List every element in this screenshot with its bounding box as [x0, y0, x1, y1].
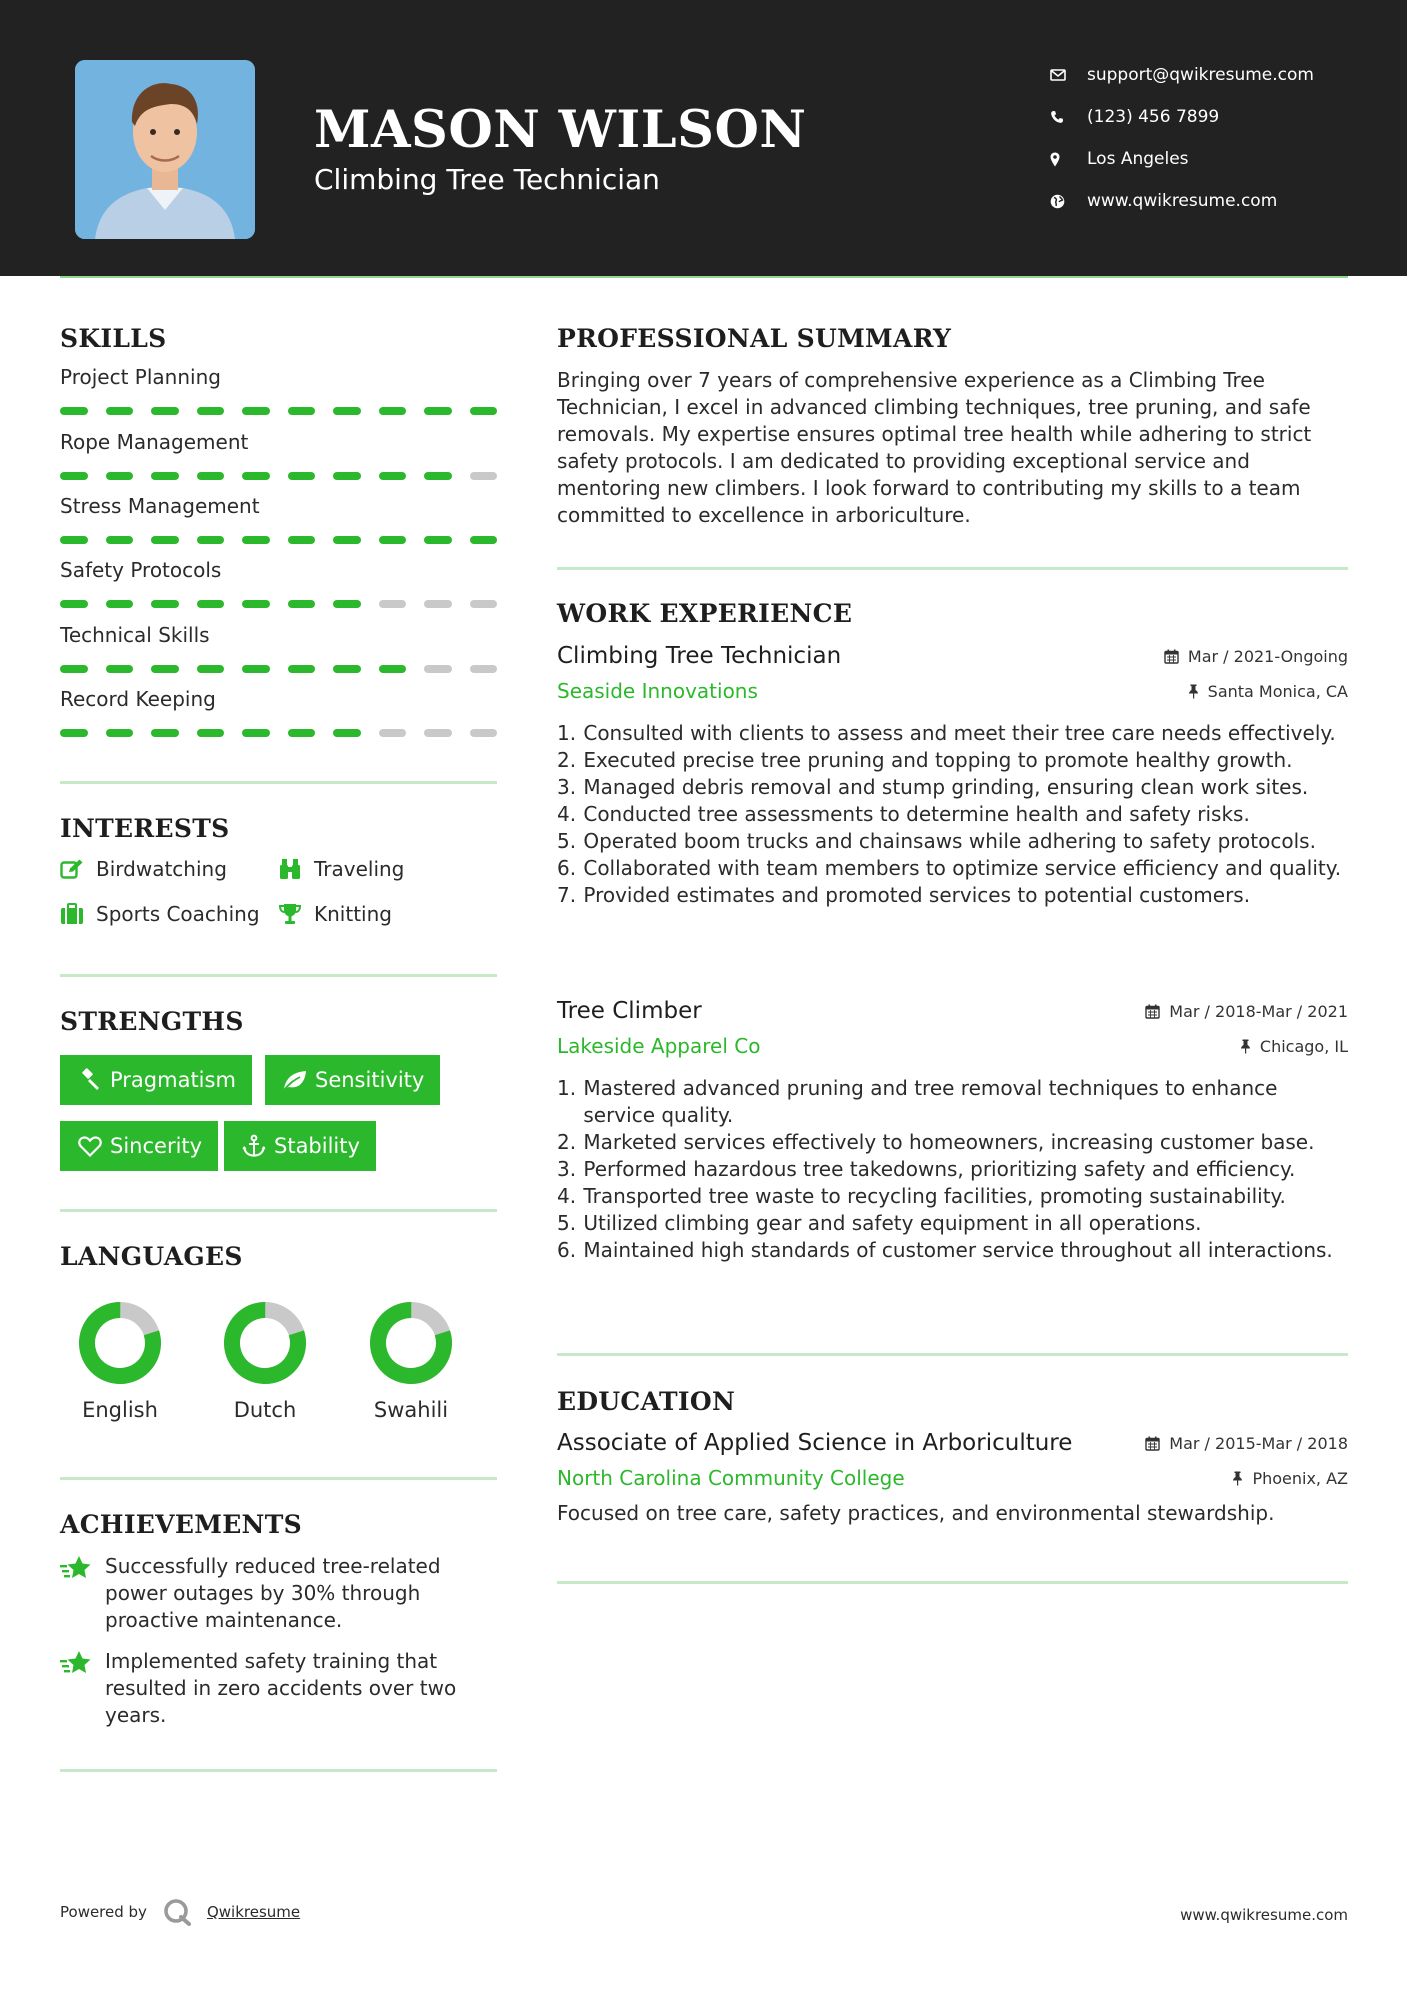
job-location [1188, 682, 1348, 701]
skill-item [60, 365, 497, 415]
section-divider [557, 1353, 1348, 1356]
footer-website[interactable]: www.qwikresume.com [1180, 1906, 1348, 1924]
skill-level-dash-empty [470, 665, 498, 673]
skill-level-dash-empty [424, 665, 452, 673]
language-ring-fill [78, 1301, 161, 1384]
skill-level-dash-filled [197, 407, 225, 415]
section-divider [60, 781, 497, 784]
skill-level-dash-filled [288, 729, 316, 737]
responsibility-text: Executed precise tree pruning and topping to promote healthy growth. [583, 748, 1293, 772]
contact-list [1050, 54, 1370, 222]
education-location [1232, 1469, 1348, 1488]
qwikresume-logo-icon [163, 1898, 193, 1926]
language-name: Swahili [373, 1398, 449, 1422]
contact-website-text: www.qwikresume.com [1087, 191, 1278, 211]
responsibility-text: Mastered advanced pruning and tree removal techniques to enhance service quality. [583, 1076, 1278, 1127]
job-role: Tree Climber [557, 998, 702, 1024]
skill-level-dash-empty [424, 729, 452, 737]
skill-level-dash-filled [424, 407, 452, 415]
job-location [1240, 1037, 1348, 1056]
responsibility-text: Marketed services effectively to homeowners, increasing customer base. [583, 1130, 1315, 1154]
skill-level-dash-filled [288, 472, 316, 480]
job-responsibilities [557, 720, 1348, 909]
job-location-text: Chicago, IL [1259, 1036, 1348, 1056]
candidate-name: MASON WILSON [314, 100, 807, 160]
qwikresume-link[interactable]: Qwikresume [206, 1903, 301, 1921]
skill-level-dash-filled [151, 536, 179, 544]
skills-heading: SKILLS [60, 324, 167, 353]
skill-level-dash-filled [333, 600, 361, 608]
skill-level-dash-filled [288, 407, 316, 415]
responsibility-text: Managed debris removal and stump grinding, ensuring clean work sites. [583, 775, 1309, 799]
calendar-icon [1145, 1004, 1160, 1019]
section-divider [60, 1209, 497, 1212]
skill-level-meter [60, 729, 497, 737]
achievement-text: Implemented safety training that resulted in zero accidents over two years. [105, 1649, 457, 1727]
skill-level-dash-empty [470, 729, 498, 737]
work-experience-heading: WORK EXPERIENCE [557, 599, 853, 628]
skill-level-dash-filled [379, 665, 407, 673]
contact-location-text: Los Angeles [1087, 149, 1189, 169]
skill-level-dash-filled [470, 536, 498, 544]
skill-name: Technical Skills [60, 623, 210, 647]
star-award-icon [60, 1648, 105, 1729]
achievement-item [60, 1648, 497, 1729]
skill-level-dash-filled [151, 729, 179, 737]
skill-level-dash-filled [333, 407, 361, 415]
briefcase-icon [60, 903, 96, 925]
list-number: 7. [557, 883, 577, 907]
skill-level-dash-filled [60, 665, 88, 673]
achievement-text: Successfully reduced tree-related power outages by 30% through proactive maintenance. [105, 1554, 441, 1632]
skill-level-dash-filled [333, 729, 361, 737]
skill-level-dash-filled [288, 665, 316, 673]
responsibility-item [557, 855, 1348, 882]
contact-location [1050, 138, 1370, 180]
skill-level-dash-filled [60, 729, 88, 737]
responsibility-item [557, 882, 1348, 909]
skill-level-dash-filled [242, 729, 270, 737]
skill-level-dash-empty [379, 600, 407, 608]
education-location-text: Phoenix, AZ [1252, 1468, 1348, 1488]
phone-icon [1050, 110, 1087, 124]
responsibility-item [557, 1210, 1348, 1237]
school-name: North Carolina Community College [557, 1466, 905, 1490]
responsibility-text: Transported tree waste to recycling facilities, promoting sustainability. [583, 1184, 1286, 1208]
skill-level-meter [60, 600, 497, 608]
anchor-icon [236, 1134, 272, 1158]
interest-sports-coaching [60, 902, 260, 926]
language-proficiency-ring [368, 1300, 454, 1386]
strength-badge-stability [224, 1121, 376, 1171]
job-dates-text: Mar / 2018-Mar / 2021 [1169, 1001, 1348, 1021]
responsibility-text: Collaborated with team members to optimize service efficiency and quality. [583, 856, 1342, 880]
list-number: 1. [557, 1076, 577, 1100]
interest-label: Sports Coaching [96, 902, 260, 926]
skill-level-dash-filled [197, 729, 225, 737]
language-proficiency-ring [77, 1300, 163, 1386]
calendar-icon [1164, 649, 1179, 664]
skill-level-dash-filled [151, 472, 179, 480]
strength-label: Sensitivity [315, 1068, 425, 1092]
interest-birdwatching [60, 857, 227, 881]
trophy-icon [278, 902, 314, 926]
skill-level-dash-filled [197, 665, 225, 673]
responsibility-item [557, 1237, 1348, 1264]
responsibility-item [557, 747, 1348, 774]
skill-level-dash-filled [106, 536, 134, 544]
education-heading: EDUCATION [557, 1387, 736, 1416]
resume-header [0, 0, 1407, 276]
star-award-icon [60, 1553, 105, 1634]
skill-level-dash-empty [424, 600, 452, 608]
responsibility-item [557, 1156, 1348, 1183]
responsibility-text: Operated boom trucks and chainsaws while adhering to safety protocols. [583, 829, 1316, 853]
profile-photo [75, 60, 255, 239]
list-number: 2. [557, 1130, 577, 1154]
language-proficiency-ring [222, 1300, 308, 1386]
skill-level-dash-filled [197, 536, 225, 544]
skill-level-dash-empty [470, 472, 498, 480]
interest-label: Birdwatching [96, 857, 227, 881]
skill-name: Safety Protocols [60, 558, 222, 582]
skill-level-dash-filled [470, 407, 498, 415]
strength-label: Sincerity [110, 1134, 203, 1158]
list-number: 5. [557, 1211, 577, 1235]
skill-level-dash-filled [106, 407, 134, 415]
skill-name: Rope Management [60, 430, 249, 454]
summary-heading: PROFESSIONAL SUMMARY [557, 324, 952, 353]
contact-phone-text: (123) 456 7899 [1087, 107, 1220, 127]
skill-level-dash-filled [242, 536, 270, 544]
achievement-item [60, 1553, 497, 1634]
section-divider [60, 974, 497, 977]
strengths-heading: STRENGTHS [60, 1007, 244, 1036]
responsibility-item [557, 1075, 1348, 1129]
skill-name: Stress Management [60, 494, 260, 518]
language-name: Dutch [233, 1398, 297, 1422]
leaf-icon [277, 1069, 313, 1091]
skill-level-meter [60, 407, 497, 415]
list-number: 3. [557, 1157, 577, 1181]
summary-text: Bringing over 7 years of comprehensive experience as a Climbing Tree Technician, I excel in advanced climbing techniques, tree pruning, and safe removals. My expertise ensures optimal tree health while adhering to strict safety protocols. I am dedicated to providing exceptional service and mentoring new climbers. I look forward to contributing my skills to a team committed to excellence in arboriculture. [557, 368, 1312, 527]
candidate-title: Climbing Tree Technician [314, 163, 660, 196]
edit-icon [60, 858, 96, 880]
language-ring-fill [369, 1301, 452, 1384]
interest-knitting [278, 902, 392, 926]
skill-name: Record Keeping [60, 687, 216, 711]
skill-level-dash-filled [106, 729, 134, 737]
pushpin-icon [1240, 1039, 1251, 1054]
responsibility-text: Provided estimates and promoted services to potential customers. [583, 883, 1251, 907]
list-number: 1. [557, 721, 577, 745]
language-ring-fill [223, 1301, 306, 1384]
list-number: 2. [557, 748, 577, 772]
strength-label: Pragmatism [110, 1068, 236, 1092]
languages-heading: LANGUAGES [60, 1242, 243, 1271]
skill-item [60, 623, 497, 673]
heart-icon [72, 1136, 108, 1157]
job-dates [1164, 647, 1348, 666]
skill-name: Project Planning [60, 365, 221, 389]
job-role: Climbing Tree Technician [557, 643, 842, 669]
skill-level-dash-filled [424, 536, 452, 544]
interests-heading: INTERESTS [60, 814, 230, 843]
responsibility-text: Consulted with clients to assess and meet their tree care needs effectively. [583, 721, 1336, 745]
contact-email[interactable] [1050, 54, 1370, 96]
skill-level-dash-filled [333, 665, 361, 673]
skill-level-dash-filled [379, 407, 407, 415]
skill-level-dash-filled [288, 536, 316, 544]
strength-label: Stability [274, 1134, 360, 1158]
language-name: English [82, 1398, 158, 1422]
education-description: Focused on tree care, safety practices, and environmental stewardship. [557, 1501, 1275, 1525]
skill-level-dash-filled [288, 600, 316, 608]
skill-level-dash-filled [197, 600, 225, 608]
skill-level-meter [60, 536, 497, 544]
skill-level-dash-filled [60, 536, 88, 544]
skill-level-dash-filled [151, 407, 179, 415]
section-divider [557, 1581, 1348, 1584]
skill-level-dash-filled [60, 600, 88, 608]
responsibility-item [557, 1129, 1348, 1156]
powered-by-text: Powered by [60, 1903, 147, 1921]
skill-item [60, 687, 497, 737]
responsibility-item [557, 774, 1348, 801]
education-dates [1145, 1434, 1348, 1453]
responsibility-item [557, 828, 1348, 855]
responsibility-item [557, 1183, 1348, 1210]
header-accent-line [60, 276, 1348, 278]
globe-icon [1050, 194, 1087, 209]
language-item [60, 1300, 180, 1422]
job-responsibilities [557, 1075, 1348, 1264]
skill-level-dash-filled [333, 536, 361, 544]
skill-item [60, 494, 497, 544]
map-pin-icon [1050, 152, 1087, 167]
job-location-text: Santa Monica, CA [1207, 681, 1348, 701]
section-divider [557, 567, 1348, 570]
envelope-icon [1050, 69, 1087, 81]
skill-level-dash-filled [333, 472, 361, 480]
responsibility-text: Maintained high standards of customer service throughout all interactions. [583, 1238, 1333, 1262]
skill-level-meter [60, 665, 497, 673]
skill-item [60, 558, 497, 608]
pushpin-icon [1188, 684, 1199, 699]
degree-name: Associate of Applied Science in Arboriculture [557, 1430, 1073, 1456]
strength-badge-sincerity [60, 1121, 218, 1171]
gavel-icon [72, 1068, 108, 1092]
list-number: 6. [557, 1238, 577, 1262]
skill-level-dash-filled [242, 665, 270, 673]
job-entry [557, 643, 1348, 909]
skill-level-dash-empty [379, 729, 407, 737]
person-portrait-icon [75, 60, 255, 239]
interest-traveling [278, 857, 404, 881]
company-name: Lakeside Apparel Co [557, 1034, 761, 1058]
skill-level-dash-filled [379, 472, 407, 480]
pushpin-icon [1232, 1471, 1243, 1486]
language-item [351, 1300, 471, 1422]
skill-level-dash-filled [151, 600, 179, 608]
skill-level-dash-filled [242, 407, 270, 415]
skill-level-dash-filled [242, 600, 270, 608]
responsibility-item [557, 720, 1348, 747]
job-entry [557, 998, 1348, 1264]
skill-level-dash-filled [60, 407, 88, 415]
strength-badge-pragmatism [60, 1055, 252, 1105]
responsibility-item [557, 801, 1348, 828]
responsibility-text: Performed hazardous tree takedowns, prioritizing safety and efficiency. [583, 1157, 1296, 1181]
section-divider [60, 1769, 497, 1772]
interest-label: Traveling [314, 857, 405, 881]
calendar-icon [1145, 1436, 1160, 1451]
contact-email-text: support@qwikresume.com [1087, 65, 1314, 85]
education-entry [557, 1430, 1348, 1527]
strength-badge-sensitivity [265, 1055, 440, 1105]
skill-level-dash-empty [470, 600, 498, 608]
language-item [205, 1300, 325, 1422]
list-number: 6. [557, 856, 577, 880]
skill-level-dash-filled [106, 665, 134, 673]
section-divider [60, 1477, 497, 1480]
skill-level-dash-filled [197, 472, 225, 480]
achievements-heading: ACHIEVEMENTS [60, 1510, 302, 1539]
contact-website[interactable] [1050, 180, 1370, 222]
footer-powered-by [60, 1898, 300, 1926]
binoculars-icon [278, 857, 314, 881]
contact-phone[interactable] [1050, 96, 1370, 138]
skill-level-dash-filled [106, 600, 134, 608]
skill-item [60, 430, 497, 480]
education-dates-text: Mar / 2015-Mar / 2018 [1169, 1433, 1348, 1453]
list-number: 4. [557, 1184, 577, 1208]
skill-level-meter [60, 472, 497, 480]
responsibility-text: Conducted tree assessments to determine health and safety risks. [583, 802, 1250, 826]
responsibility-text: Utilized climbing gear and safety equipment in all operations. [583, 1211, 1202, 1235]
skill-level-dash-filled [424, 472, 452, 480]
job-dates [1145, 1002, 1348, 1021]
list-number: 4. [557, 802, 577, 826]
skill-level-dash-filled [379, 536, 407, 544]
list-number: 3. [557, 775, 577, 799]
skill-level-dash-filled [60, 472, 88, 480]
interest-label: Knitting [314, 902, 392, 926]
job-dates-text: Mar / 2021-Ongoing [1187, 646, 1348, 666]
skill-level-dash-filled [151, 665, 179, 673]
skill-level-dash-filled [242, 472, 270, 480]
company-name: Seaside Innovations [557, 679, 758, 703]
skill-level-dash-filled [106, 472, 134, 480]
list-number: 5. [557, 829, 577, 853]
